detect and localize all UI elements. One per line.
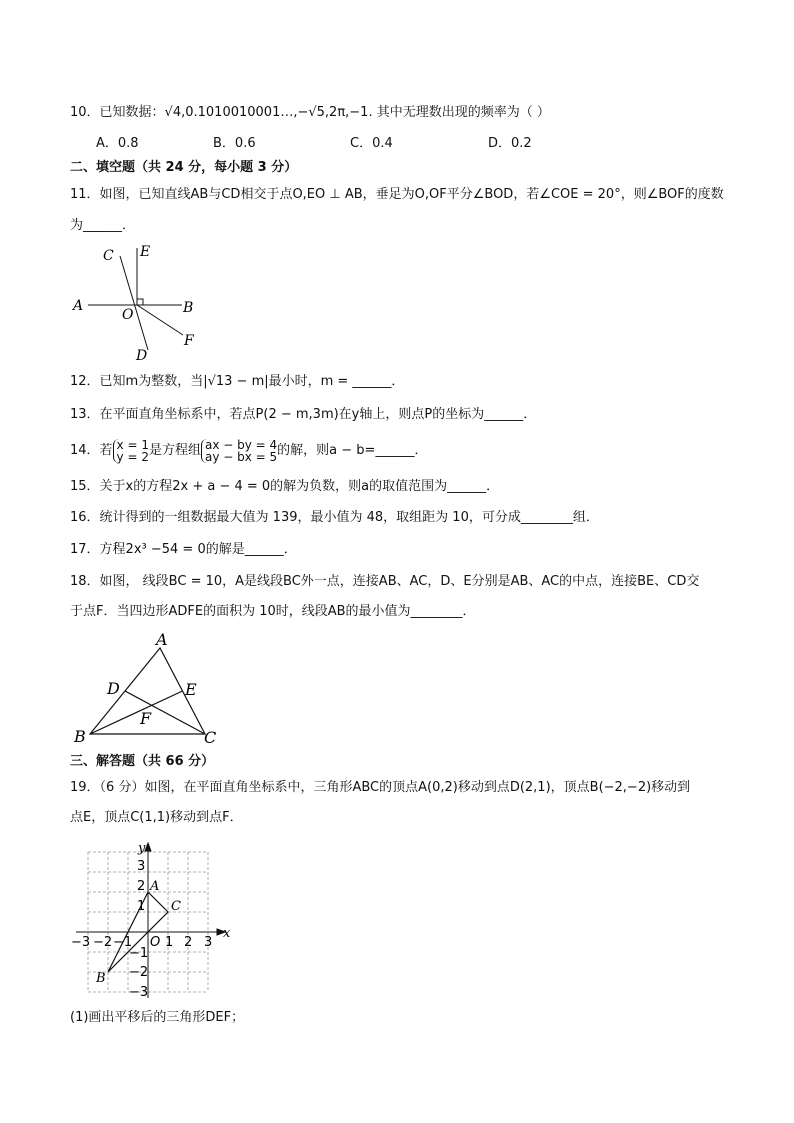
- q18-label-c: C: [204, 728, 217, 747]
- q11-label-c: C: [103, 248, 114, 264]
- q18-figure: [70, 628, 240, 748]
- q11-stem-line2: 为______．: [70, 218, 136, 233]
- section-fill-in-heading: 二、填空题（共 24 分，每小题 3 分）: [70, 160, 298, 175]
- q14-mid: 是方程组: [148, 443, 201, 458]
- y-tick-3: 3: [137, 859, 146, 874]
- point-label-c: C: [171, 899, 181, 914]
- q11-label-b: B: [183, 300, 194, 316]
- q11-label-f: F: [184, 333, 194, 349]
- q14-prefix: 14．若: [70, 443, 113, 458]
- y-tick-neg2: −2: [129, 965, 149, 980]
- q11-label-e: E: [140, 244, 151, 260]
- x-tick-3: 3: [204, 935, 213, 950]
- y-tick-neg3: −3: [129, 985, 149, 1000]
- q12: 12．已知m为整数，当|√13 − m|最小时，m = ______．: [70, 374, 405, 389]
- q10-option-a: A．0.8: [96, 136, 139, 151]
- q19-stem-line2: 点E，顶点C(1,1)移动到点F．: [70, 810, 243, 825]
- q11-stem-line1: 11．如图，已知直线AB与CD相交于点O,EO ⊥ AB，垂足为O,OF平分∠BOD，若∠COE = 20°，则∠BOF的度数: [70, 187, 724, 202]
- q11-label-a: A: [73, 298, 84, 314]
- x-tick-neg3: −3: [71, 935, 91, 950]
- q14-suffix: 的解，则a − b=______．: [277, 443, 428, 458]
- ray-of: [137, 305, 183, 335]
- q18-label-e: E: [185, 680, 197, 699]
- q11-figure: [70, 240, 210, 365]
- x-axis-label: x: [223, 926, 231, 941]
- origin-label: O: [150, 935, 161, 950]
- q18-label-d: D: [107, 679, 120, 698]
- q18-label-a: A: [156, 630, 168, 649]
- q10-option-d: D．0.2: [488, 136, 532, 151]
- point-label-a: A: [150, 879, 160, 894]
- q19-part1: (1)画出平移后的三角形DEF；: [70, 1010, 245, 1025]
- q14-system-1: x = 1 y = 2: [113, 439, 149, 463]
- q17: 17．方程2x³ −54 = 0的解是______．: [70, 542, 297, 557]
- q18-stem-line2: 于点F．当四边形ADFE的面积为 10时，线段AB的最小值为________．: [70, 604, 476, 619]
- x-tick-neg2: −2: [93, 935, 113, 950]
- q18-label-f: F: [140, 709, 152, 728]
- q10-stem: 10．已知数据：√4,0.1010010001…,−√5,2π,−1. 其中无理数出现的频率为（ ）: [70, 105, 550, 120]
- y-tick-1: 1: [137, 899, 146, 914]
- y-tick-neg1: −1: [129, 946, 149, 961]
- line-cd: [120, 256, 148, 350]
- q16: 16．统计得到的一组数据最大值为 139，最小值为 48，取组距为 10，可分成________组．: [70, 510, 599, 525]
- q19-stem-line1: 19．（6 分）如图，在平面直角坐标系中，三角形ABC的顶点A(0,2)移动到点D(2,1)，顶点B(−2,−2)移动到: [70, 780, 691, 795]
- q15: 15．关于x的方程2x + a − 4 = 0的解为负数，则a的取值范围为______．: [70, 479, 500, 494]
- q14-system-2: ax − by = 4 ay − bx = 5: [201, 439, 277, 463]
- q18-label-b: B: [74, 727, 86, 746]
- y-axis-arrow: [145, 843, 151, 851]
- q14: [70, 436, 427, 466]
- y-tick-2: 2: [137, 879, 146, 894]
- y-axis-label: y: [138, 841, 146, 856]
- q10-option-c: C．0.4: [350, 136, 393, 151]
- section-answer-heading: 三、解答题（共 66 分）: [70, 754, 215, 769]
- x-tick-neg1: −1: [113, 935, 133, 950]
- q18-stem-line1: 18．如图， 线段BC = 10，A是线段BC外一点，连接AB、AC，D、E分别是AB、AC的中点，连接BE、CD交: [70, 574, 700, 589]
- q10-option-b: B．0.6: [213, 136, 256, 151]
- right-angle-mark: [137, 299, 143, 305]
- q13: 13．在平面直角坐标系中，若点P(2 − m,3m)在y轴上，则点P的坐标为______．: [70, 407, 537, 422]
- q11-label-o: O: [122, 307, 134, 323]
- q19-coordinate-grid: [70, 840, 240, 1000]
- point-label-b: B: [96, 971, 106, 986]
- x-tick-1: 1: [165, 935, 174, 950]
- q11-label-d: D: [136, 348, 148, 364]
- x-tick-2: 2: [184, 935, 193, 950]
